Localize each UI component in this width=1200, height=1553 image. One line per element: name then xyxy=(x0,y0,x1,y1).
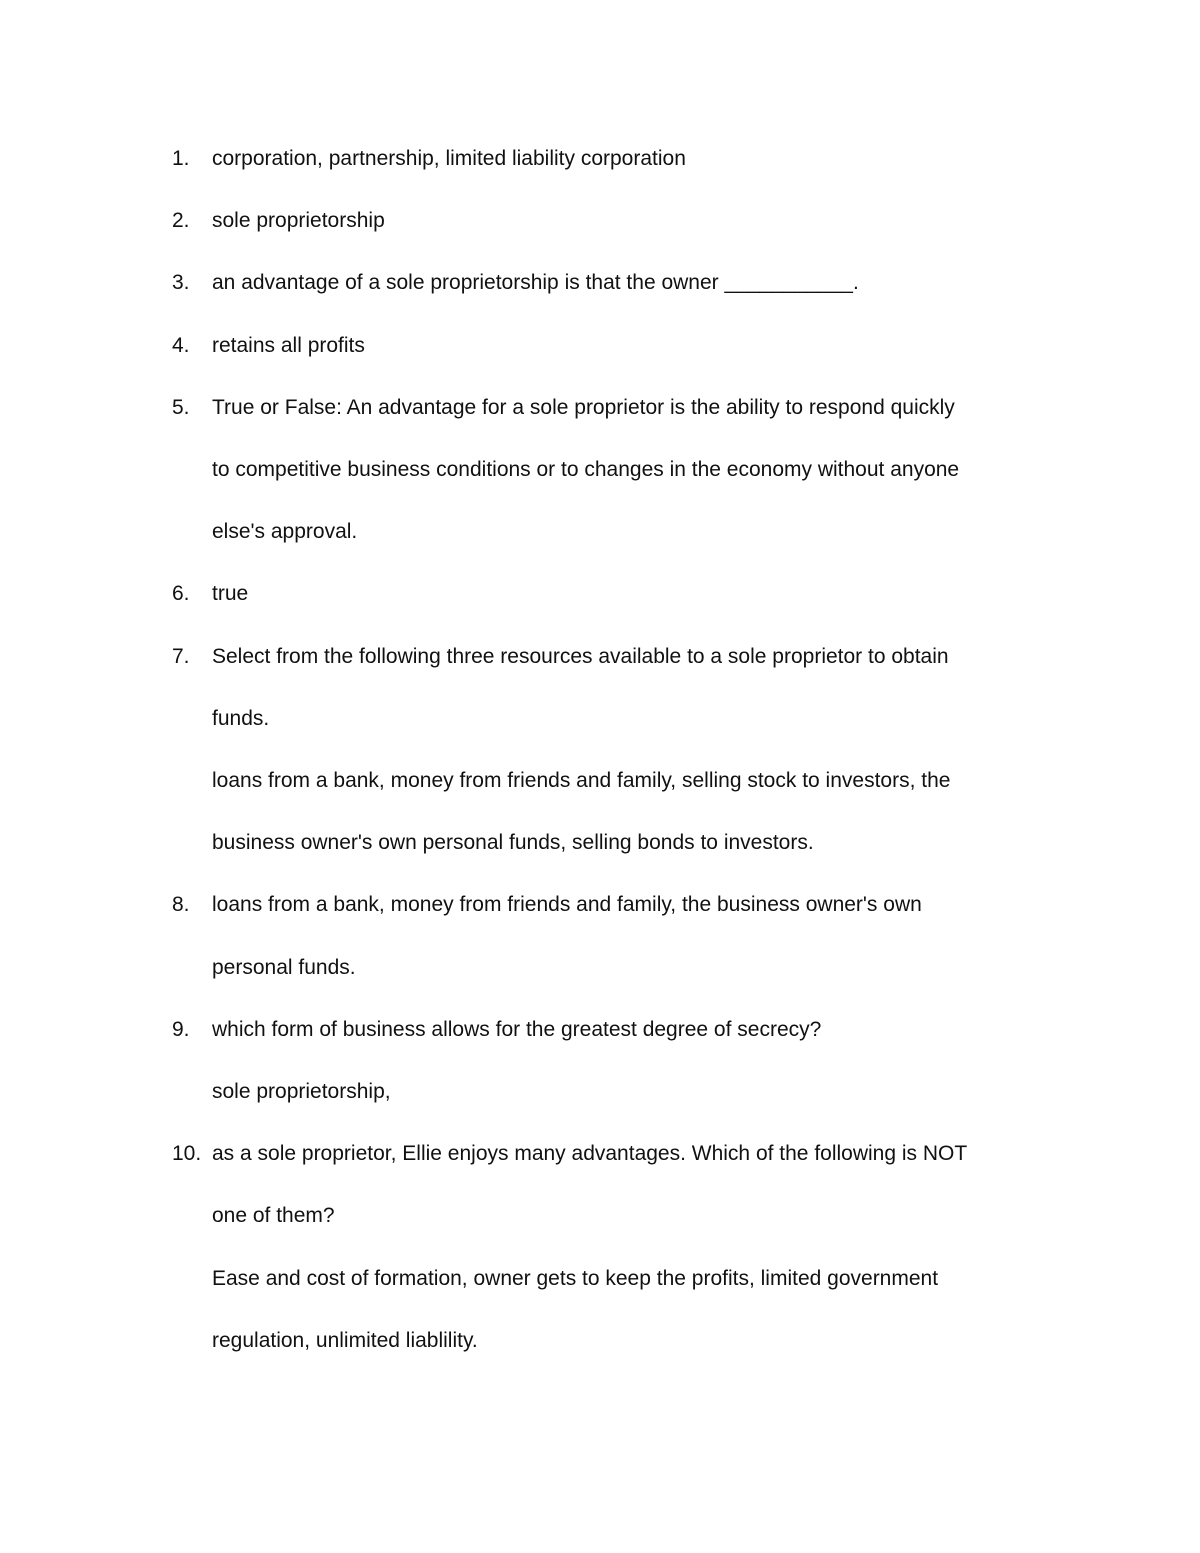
item-text: as a sole proprietor, Ellie enjoys many advantages. Which of the following is NOT xyxy=(212,1142,968,1166)
item-text: to competitive business conditions or to changes in the economy without anyone xyxy=(212,458,960,482)
item-text: Select from the following three resources available to a sole proprietor to obtain xyxy=(212,644,949,668)
item-text: Ease and cost of formation, owner gets to keep the profits, limited government xyxy=(212,1266,939,1290)
item-text: sole proprietorship, xyxy=(212,1080,391,1104)
list-item xyxy=(172,377,1072,564)
item-text: else's approval. xyxy=(212,520,358,544)
item-number: 1. xyxy=(172,147,190,170)
item-number: 5. xyxy=(172,395,190,419)
item-number: 4. xyxy=(172,333,190,357)
list-item xyxy=(172,128,1072,190)
list-item xyxy=(172,190,1072,252)
item-number: 8. xyxy=(172,893,190,917)
item-text: personal funds. xyxy=(212,955,356,979)
item-text: true xyxy=(212,582,249,606)
item-text: loans from a bank, money from friends and family, selling stock to investors, the xyxy=(212,769,951,793)
item-text: business owner's own personal funds, selling bonds to investors. xyxy=(212,831,814,855)
item-text: an advantage of a sole proprietorship is that the owner ___________. xyxy=(212,271,859,295)
list-item xyxy=(172,315,1072,377)
item-number: 6. xyxy=(172,582,190,606)
list-item xyxy=(172,999,1072,1123)
item-text: True or False: An advantage for a sole proprietor is the ability to respond quickly xyxy=(212,395,955,419)
question-list xyxy=(172,128,1072,1372)
item-text: one of them? xyxy=(212,1204,335,1228)
list-item xyxy=(172,626,1072,875)
item-number: 2. xyxy=(172,209,190,233)
item-text: regulation, unlimited liablility. xyxy=(212,1328,478,1352)
item-text: which form of business allows for the greatest degree of secrecy? xyxy=(212,1017,822,1041)
item-number: 9. xyxy=(172,1017,190,1041)
list-item xyxy=(172,252,1072,314)
list-item xyxy=(172,1123,1072,1372)
item-text: loans from a bank, money from friends and family, the business owner's own xyxy=(212,893,922,917)
item-text: retains all profits xyxy=(212,333,365,357)
item-text: funds. xyxy=(212,706,270,730)
item-text: corporation, partnership, limited liability corporation xyxy=(212,147,686,170)
item-text: sole proprietorship xyxy=(212,209,385,233)
list-item xyxy=(172,874,1072,998)
list-item xyxy=(172,563,1072,625)
item-number: 10. xyxy=(172,1142,202,1166)
item-number: 7. xyxy=(172,644,190,668)
item-number: 3. xyxy=(172,271,190,295)
